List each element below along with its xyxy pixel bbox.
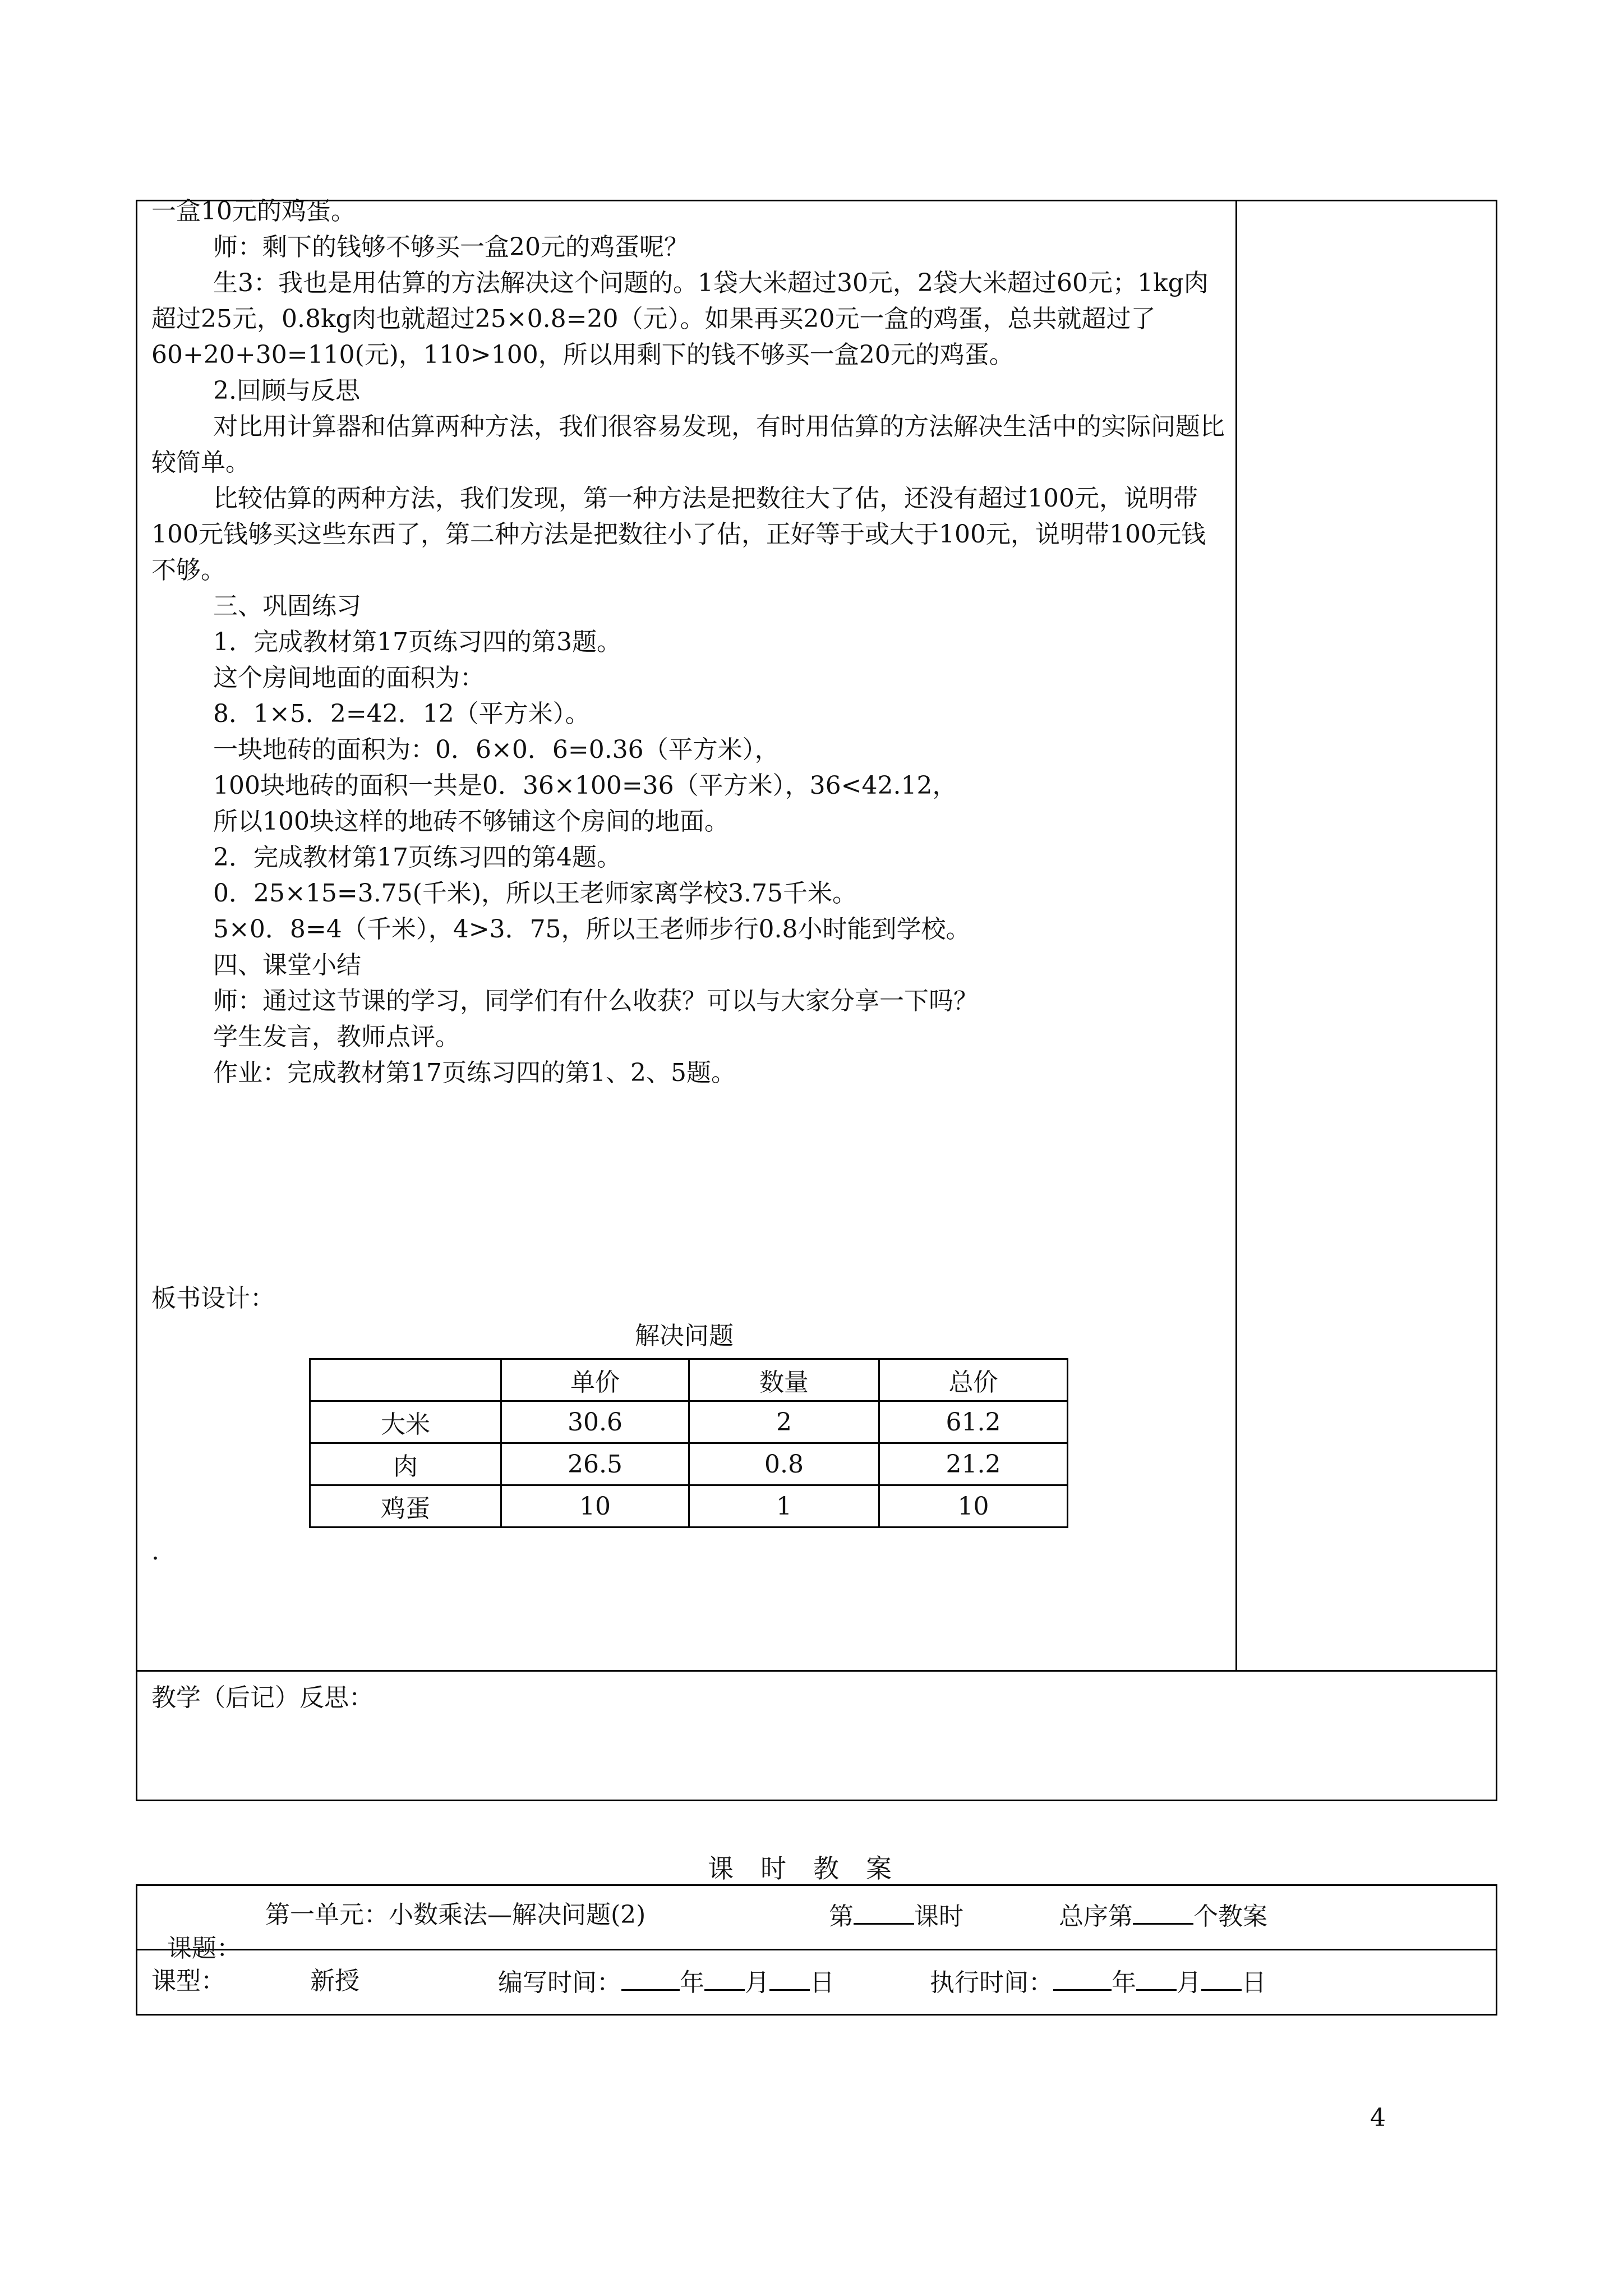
table-cell: 10 bbox=[879, 1485, 1068, 1527]
year-label: 年 bbox=[680, 1968, 704, 1997]
exec-month-blank[interactable] bbox=[1136, 1964, 1177, 1991]
lesson-paragraph: 三、巩固练习 bbox=[213, 592, 361, 620]
lesson-paragraph: 对比用计算器和估算两种方法，我们很容易发现，有时用估算的方法解决生活中的实际问题比较简单。 bbox=[151, 412, 1225, 477]
lesson-paragraph: 2．完成教材第17页练习四的第4题。 bbox=[213, 843, 621, 872]
stray-dot: . bbox=[151, 1537, 159, 1566]
day-label: 日 bbox=[810, 1968, 834, 1997]
lesson-body bbox=[151, 194, 1228, 1091]
lesson-paragraph: 一盒10元的鸡蛋。 bbox=[151, 197, 356, 226]
total-number-blank[interactable] bbox=[1133, 1898, 1193, 1925]
lesson-paragraph: 这个房间地面的面积为： bbox=[213, 664, 485, 692]
write-time-field bbox=[498, 1964, 834, 2000]
lesson-paragraph: 1．完成教材第17页练习四的第3题。 bbox=[213, 628, 621, 656]
lesson-paragraph: 所以100块这样的地砖不够铺这个房间的地面。 bbox=[213, 807, 729, 836]
table-cell: 26.5 bbox=[501, 1443, 689, 1485]
lesson-paragraph: 比较估算的两种方法，我们发现，第一种方法是把数往大了估，还没有超过100元，说明带100元钱够买这些东西了，第二种方法是把数往小了估，正好等于或大于100元，说明带100元钱不够。 bbox=[151, 484, 1206, 585]
board-table-title: 解决问题 bbox=[635, 1322, 734, 1350]
lesson-prefix: 第 bbox=[829, 1902, 854, 1931]
lesson-number-field bbox=[829, 1898, 963, 1934]
table-header-cell: 数量 bbox=[689, 1359, 879, 1401]
lesson-table-divider bbox=[1235, 200, 1237, 1672]
total-suffix: 个教案 bbox=[1193, 1902, 1267, 1931]
month-label: 月 bbox=[745, 1968, 769, 1997]
plan-header-rule bbox=[136, 1949, 1497, 1950]
lesson-paragraph: 学生发言，教师点评。 bbox=[213, 1023, 460, 1051]
write-day-blank[interactable] bbox=[769, 1964, 810, 1991]
table-row bbox=[310, 1401, 1068, 1443]
lesson-suffix: 课时 bbox=[914, 1902, 963, 1931]
lesson-paragraph: 四、课堂小结 bbox=[213, 951, 361, 979]
lesson-paragraph: 作业：完成教材第17页练习四的第1、2、5题。 bbox=[213, 1059, 736, 1087]
lesson-paragraph: 0．25×15=3.75(千米)，所以王老师家离学校3.75千米。 bbox=[213, 879, 857, 908]
write-time-label: 编写时间： bbox=[498, 1968, 621, 1997]
table-row bbox=[310, 1443, 1068, 1485]
table-header-cell bbox=[310, 1359, 501, 1401]
lesson-paragraph: 一块地砖的面积为：0．6×0．6=0.36（平方米）， bbox=[213, 735, 780, 764]
month-label: 月 bbox=[1177, 1968, 1201, 1997]
lesson-number-blank[interactable] bbox=[854, 1898, 914, 1925]
table-cell: 鸡蛋 bbox=[310, 1485, 501, 1527]
table-cell: 10 bbox=[501, 1485, 689, 1527]
lesson-paragraph: 生3：我也是用估算的方法解决这个问题的。1袋大米超过30元，2袋大米超过60元；1kg肉超过25元，0.8kg肉也就超过25×0.8=20（元）。如果再买20元一盒的鸡蛋，总共就超过了60+20+30=110(元)，110>100，所以用剩下的钱不够买一盒20元的鸡蛋。 bbox=[151, 269, 1209, 369]
topic-row bbox=[151, 1898, 241, 1966]
type-label: 课型： bbox=[151, 1967, 225, 1995]
total-prefix: 总序第 bbox=[1059, 1902, 1133, 1931]
table-cell: 30.6 bbox=[501, 1401, 689, 1443]
lesson-paragraph: 2.回顾与反思 bbox=[213, 376, 360, 405]
board-table bbox=[309, 1358, 1068, 1528]
table-header-cell: 单价 bbox=[501, 1359, 689, 1401]
exec-day-blank[interactable] bbox=[1201, 1964, 1242, 1991]
lesson-paragraph: 5×0．8=4（千米），4>3．75，所以王老师步行0.8小时能到学校。 bbox=[213, 915, 971, 944]
exec-year-blank[interactable] bbox=[1053, 1964, 1112, 1991]
table-cell: 肉 bbox=[310, 1443, 501, 1485]
lesson-table-rule bbox=[136, 1670, 1497, 1672]
lesson-paragraph: 师：通过这节课的学习，同学们有什么收获？可以与大家分享一下吗？ bbox=[213, 987, 978, 1015]
table-row bbox=[310, 1485, 1068, 1527]
table-header-row bbox=[310, 1359, 1068, 1401]
exec-time-field bbox=[930, 1964, 1266, 2000]
table-cell: 61.2 bbox=[879, 1401, 1068, 1443]
board-design-label: 板书设计： bbox=[151, 1284, 275, 1313]
lesson-paragraph: 100块地砖的面积一共是0．36×100=36（平方米），36<42.12， bbox=[213, 771, 957, 800]
table-cell: 21.2 bbox=[879, 1443, 1068, 1485]
topic-label: 课题： bbox=[167, 1934, 241, 1963]
exec-time-label: 执行时间： bbox=[930, 1968, 1053, 1997]
table-cell: 0.8 bbox=[689, 1443, 879, 1485]
lesson-paragraph: 师：剩下的钱够不够买一盒20元的鸡蛋呢？ bbox=[213, 233, 689, 261]
table-cell: 1 bbox=[689, 1485, 879, 1527]
day-label: 日 bbox=[1242, 1968, 1266, 1997]
table-cell: 2 bbox=[689, 1401, 879, 1443]
write-year-blank[interactable] bbox=[621, 1964, 680, 1991]
lesson-paragraph: 8．1×5．2=42．12（平方米）。 bbox=[213, 700, 590, 728]
reflection-label: 教学（后记）反思： bbox=[151, 1683, 374, 1712]
table-cell: 大米 bbox=[310, 1401, 501, 1443]
page-number: 4 bbox=[1370, 2104, 1386, 2132]
write-month-blank[interactable] bbox=[704, 1964, 745, 1991]
table-header-cell: 总价 bbox=[879, 1359, 1068, 1401]
type-value: 新授 bbox=[310, 1967, 359, 1995]
topic-value: 第一单元：小数乘法—解决问题(2) bbox=[265, 1901, 646, 1929]
total-number-field bbox=[1059, 1898, 1267, 1934]
lesson-plan-heading: 课时教案 bbox=[708, 1853, 919, 1884]
year-label: 年 bbox=[1112, 1968, 1136, 1997]
